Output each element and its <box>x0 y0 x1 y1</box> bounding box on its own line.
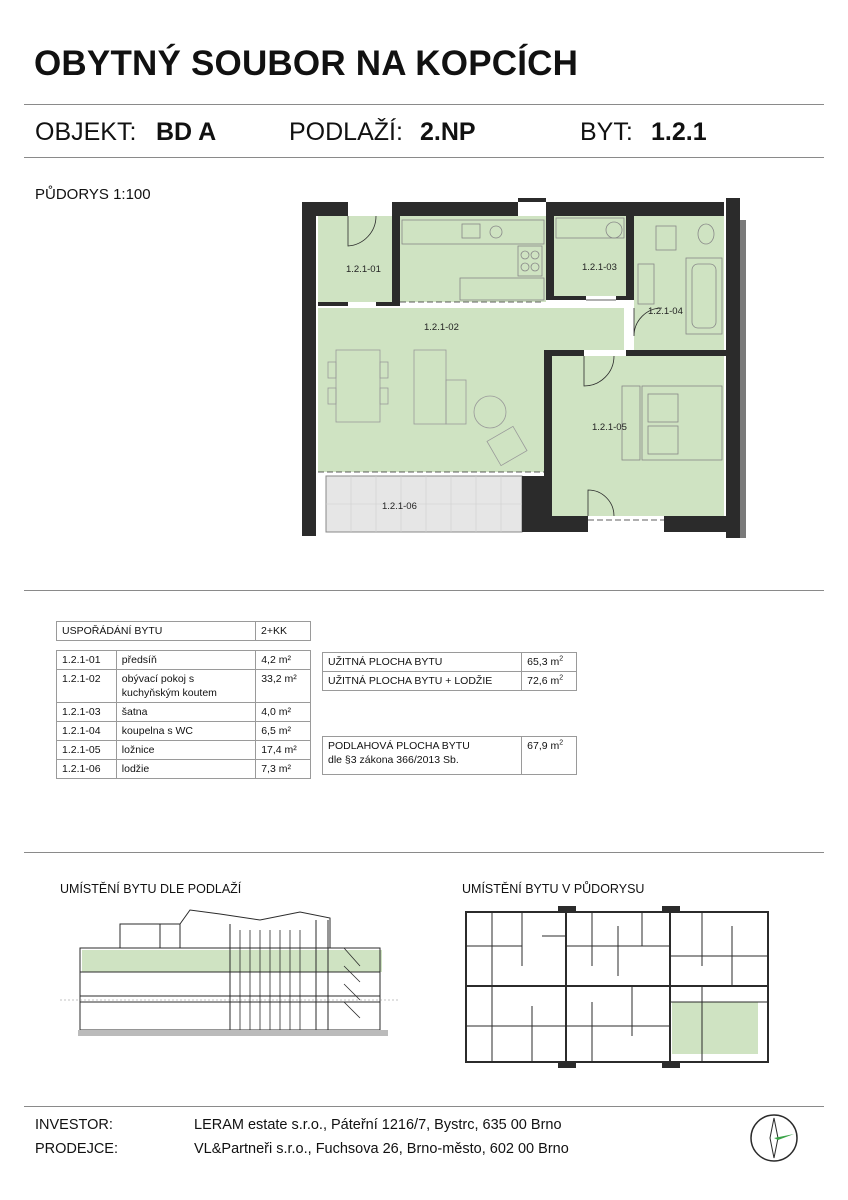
area-table <box>322 652 577 691</box>
divider <box>24 1106 824 1107</box>
room-code: 1.2.1-01 <box>57 651 117 670</box>
table-row <box>57 722 311 741</box>
room-code: 1.2.1-02 <box>57 670 117 703</box>
room-fills <box>318 216 724 516</box>
layout-table <box>56 621 311 641</box>
room-area: 33,2 m² <box>256 670 311 703</box>
building-section <box>60 900 410 1050</box>
building-plan <box>462 906 772 1068</box>
scale-label: PŮDORYS 1:100 <box>35 186 151 203</box>
room-area: 4,0 m² <box>256 703 311 722</box>
room-name: předsíň <box>116 651 255 670</box>
floor-area-label: PODLAHOVÁ PLOCHA BYTU <box>328 740 470 752</box>
podlazi-label: PODLAŽÍ: <box>289 118 403 146</box>
room-label-02: 1.2.1-02 <box>424 322 459 333</box>
seller-label: PRODEJCE: <box>35 1141 118 1157</box>
divider <box>24 104 824 105</box>
table-row <box>323 653 577 672</box>
table-row <box>323 737 577 775</box>
objekt-label: OBJEKT: <box>35 118 137 146</box>
section-elevation-title: UMÍSTĚNÍ BYTU DLE PODLAŽÍ <box>60 882 242 896</box>
section-plan-title: UMÍSTĚNÍ BYTU V PŮDORYSU <box>462 882 645 896</box>
room-code: 1.2.1-05 <box>57 741 117 760</box>
room-name: obývací pokoj s kuchyňským koutem <box>116 670 255 703</box>
room-area: 17,4 m² <box>256 741 311 760</box>
room-code: 1.2.1-06 <box>57 760 117 779</box>
table-row <box>57 741 311 760</box>
area-label: UŽITNÁ PLOCHA BYTU <box>323 653 522 672</box>
floor-area-law: dle §3 zákona 366/2013 Sb. <box>328 754 459 766</box>
byt-value: 1.2.1 <box>651 118 707 146</box>
layout-header-value: 2+KK <box>256 622 311 641</box>
room-code: 1.2.1-04 <box>57 722 117 741</box>
room-area: 4,2 m² <box>256 651 311 670</box>
byt-label: BYT: <box>580 118 633 146</box>
table-row <box>57 651 311 670</box>
objekt-value: BD A <box>156 118 217 146</box>
podlazi-value: 2.NP <box>420 118 476 146</box>
layout-header-label: USPOŘÁDÁNÍ BYTU <box>57 622 256 641</box>
divider <box>24 852 824 853</box>
floor-plan <box>296 190 756 550</box>
area-value: 65,3 m <box>527 656 560 668</box>
table-row <box>57 670 311 703</box>
divider <box>24 590 824 591</box>
area-value: 72,6 m <box>527 675 560 687</box>
investor-label: INVESTOR: <box>35 1117 113 1133</box>
room-area: 6,5 m² <box>256 722 311 741</box>
room-name: ložnice <box>116 741 255 760</box>
table-row <box>57 760 311 779</box>
area-unit: 2 <box>559 655 564 663</box>
divider <box>24 157 824 158</box>
page-title: OBYTNÝ SOUBOR NA KOPCÍCH <box>34 44 579 83</box>
floor-area-table <box>322 736 577 775</box>
floor-area-value: 67,9 m <box>527 740 560 752</box>
room-label-04: 1.2.1-04 <box>648 306 683 317</box>
seller-value: VL&Partneři s.r.o., Fuchsova 26, Brno-město, 602 00 Brno <box>194 1141 569 1157</box>
room-name: šatna <box>116 703 255 722</box>
room-area: 7,3 m² <box>256 760 311 779</box>
room-name: lodžie <box>116 760 255 779</box>
north-arrow-icon <box>748 1112 800 1164</box>
room-name: koupelna s WC <box>116 722 255 741</box>
floor-area-unit: 2 <box>559 739 564 747</box>
rooms-table <box>56 650 311 779</box>
table-row <box>323 672 577 691</box>
room-code: 1.2.1-03 <box>57 703 117 722</box>
room-label-03: 1.2.1-03 <box>582 262 617 273</box>
area-unit: 2 <box>559 674 564 682</box>
room-label-05: 1.2.1-05 <box>592 422 627 433</box>
room-label-01: 1.2.1-01 <box>346 264 381 275</box>
table-row <box>57 703 311 722</box>
room-label-06: 1.2.1-06 <box>382 501 417 512</box>
investor-value: LERAM estate s.r.o., Páteřní 1216/7, Bystrc, 635 00 Brno <box>194 1117 562 1133</box>
area-label: UŽITNÁ PLOCHA BYTU + LODŽIE <box>323 672 522 691</box>
